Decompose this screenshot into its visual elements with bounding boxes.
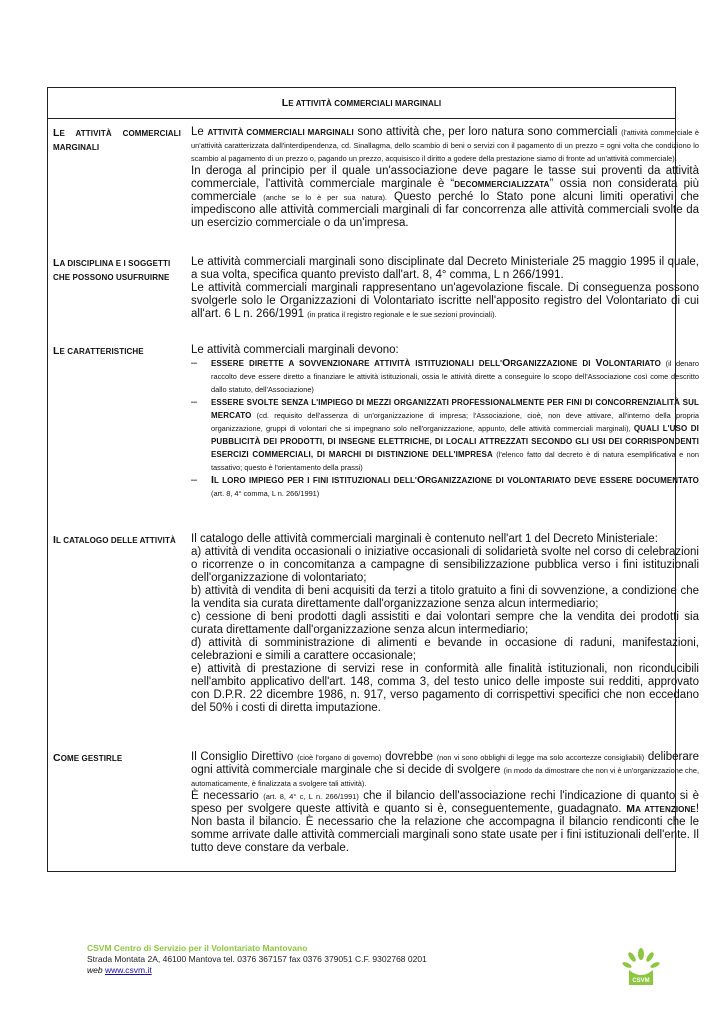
section-text: Il catalogo delle attività commerciali marginali è contenuto nell'art 1 del Decreto Ministeriale: a) attività di vendita occasionali o iniziative occasionali di solidarietà svolte nel corso di celebrazioni o ricorrenze o in concomitanza a campagne di sensibilizzazione pubblica verso i fini istituzionali dell'organizzazione di volontariato; b) attività di vendita di beni acquisiti da terzi a titolo gratuito a fini di sovvenzione, a condizione che la vendita sia curata direttamente dall'organizzazione senza alcun intermediario; c) cessione di beni prodotti dagli assistiti e dai volontari sempre che la vendita dei prodotti sia curata direttamente dall'organizzazione senza alcun intermediario; d) attività di somministrazione di alimenti e bevande in occasione di raduni, manifestazioni, celebrazioni e simili a carattere occasionale; e) attività di prestazione di servizi rese in conformità alle finalità istituzionali, non riconducibili nell'ambito applicativo dell'art. 148, comma 3, del testo unico delle imposte sui redditi, approvato con D.P.R. 22 dicembre 1986, n. 917, verso pagamento di corrispettivi specifici che non eccedano del 50% i costi di diretta imputazione. [191,533,699,714]
section-label: LA DISCIPLINA E I SOGGETTI CHE POSSONO USUFRUIRNE [53,257,171,282]
footer-address: Strada Montata 2A, 46100 Mantova tel. 0376 367157 fax 0376 379051 C.F. 9302768 0201 [87,954,427,964]
footer-web: web www.csvm.it [87,965,152,975]
section-label: LE ATTIVITÀ COMMERCIALI MARGINALI [53,127,181,152]
document-table [47,87,700,872]
list-item: – IL LORO IMPIEGO PER I FINI ISTITUZIONALI DELL'ORGANIZZAZIONE DI VOLONTARIATO DEVE ESSERE DOCUMENTATO (art. 8, 4° comma, L n. 266/1991) [191,474,699,498]
footer-org-name: CSVM Centro di Servizio per il Volontariato Mantovano [87,943,308,953]
section-text: Le attività commerciali marginali sono disciplinate dal Decreto Ministeriale 25 maggio 1995 il quale, a sua volta, specifica quanto previsto dall'art. 8, 4° comma, L n 266/1991. Le attività commerciali marginali rappresentano un'agevolazione fiscale. Di conseguenza possono svolgerle solo le Organizzazioni di Volontariato iscritte nell'apposito registro del Volontariato di cui all'art. 6 L n. 266/1991 (in pratica il registro regionale e le sue sezioni provinciali). [191,256,699,320]
logo-text: CSVM [632,978,650,984]
list-item: – ESSERE DIRETTE A SOVVENZIONARE ATTIVITÀ ISTITUZIONALI DELL'ORGANIZZAZIONE DI VOLONTARIATO (il denaro raccolto deve essere diretto a finanziare le attività istituzionali, ossia le attività dirette a conseguire lo scopo dell'Associazione così come descritto dallo statuto, dell'Associazione) [191,357,699,394]
csvm-logo-icon [620,945,662,987]
document-title: L E ATTIVITÀ COMMERCIALI MARGINALI [48,88,675,119]
footer [87,943,427,976]
website-link[interactable]: www.csvm.it [104,965,152,975]
requirements-list [191,357,699,500]
section-label: IL CATALOGO DELLE ATTIVITÀ [53,534,176,546]
section-text: Le ATTIVITÀ COMMERCIALI MARGINALI sono attività che, per loro natura sono commerciali (l'attività commerciale è un'attività caratterizzata dall'interdipendenza, cd. Sinallagma, dello scambio di beni o servizi con il pagamento di un prezzo = ogni volta che condiziono lo scambio al pagamento di un prezzo o, pagando un prezzo, acquisisco il diritto a godere della prestazione siamo di fronte ad un'attività commerciale). In deroga al principio per il quale un'associazione deve pagare le tasse sui proventi da attività commerciale, l'attività commerciale marginale è “DECOMMERCIALIZZATA” ossia non considerata più commerciale (anche se lo è per sua natura). Questo perché lo Stato pone alcuni limiti operativi che impediscono alle attività commerciali marginali di far concorrenza alle attività commerciali svolte da un esercizio commerciale o da un'impresa. [191,126,700,229]
section-label: LE CARATTERISTICHE [53,345,144,357]
section-text: Il Consiglio Direttivo (cioè l'organo di governo) dovrebbe (non vi sono obblighi di legge ma solo accortezze consigliabili) deliberare ogni attività commerciale marginale che si decide di svolgere (in modo da dimostrare che non vi è un'organizzazione che, automaticamente, è finalizzata a svolgere tali attività). È necessario (art. 8, 4° c, L n. 266/1991) che il bilancio dell'associazione rechi l'indicazione di quanto si è speso per svolgere queste attività e quanto si è, conseguentemente, guadagnato. MA ATTENZIONE! Non basta il bilancio. È necessario che la relazione che accompagna il bilancio rendiconti che le somme arrivate dalle attività commerciali marginali sono state usate per i fini istituzionali dell'ente. Il tutto deve constare da verbale. [191,751,700,854]
section-label: COME GESTIRLE [53,752,123,764]
section-text: Le attività commerciali marginali devono: – ESSERE DIRETTE A SOVVENZIONARE ATTIVITÀ ISTITUZIONALI DELL'ORGANIZZAZIONE DI VOLONTARIATO (il denaro raccolto deve essere diretto a finanziare le attività istituzionali, ossia le attività dirette a conseguire lo scopo dell'Associazione così come descritto dallo statuto, dell'Associazione) – ESSERE SVOLTE SENZA L'IMPIEGO DI MEZZI ORGANIZZATI PROFESSIONALMENTE PER FINI DI CONCORRENZIALITÀ SUL MERCATO (cd. requisito dell'assenza di un'organizzazione di impresa; l'Associazione, cioè, non deve attivare, all'interno della propria organizzazione, gruppi di volontari che si impegnano solo nell'organizzazione, appunto, delle attività commerciali marginali), QUALI L'USO DI PUBBLICITÀ DEI PRODOTTI, DI INSEGNE ELETTRICHE, DI LOCALI ATTREZZATI SECONDO GLI USI DEI CORRISPONDENTI ESERCIZI COMMERCIALI, DI MARCHI DI DISTINZIONE DELL'IMPRESA (l'elenco fatto dal decreto è di natura esemplificativa e non tassativo; questo è l'orientamento della prassi) – IL LORO IMPIEGO PER I FINI ISTITUZIONALI DELL'ORGANIZZAZIONE DI VOLONTARIATO DEVE ESSERE DOCUMENTATO (art. 8, 4° comma, L n. 266/1991) [191,344,700,498]
list-item: – ESSERE SVOLTE SENZA L'IMPIEGO DI MEZZI ORGANIZZATI PROFESSIONALMENTE PER FINI DI CONCORRENZIALITÀ SUL MERCATO (cd. requisito dell'assenza di un'organizzazione di impresa; l'Associazione, cioè, non deve attivare, all'interno della propria organizzazione, gruppi di volontari che si impegnano solo nell'organizzazione, appunto, delle attività commerciali marginali), QUALI L'USO DI PUBBLICITÀ DEI PRODOTTI, DI INSEGNE ELETTRICHE, DI LOCALI ATTREZZATI SECONDO GLI USI DEI CORRISPONDENTI ESERCIZI COMMERCIALI, DI MARCHI DI DISTINZIONE DELL'IMPRESA (l'elenco fatto dal decreto è di natura esemplificativa e non tassativo; questo è l'orientamento della prassi) [191,396,700,472]
